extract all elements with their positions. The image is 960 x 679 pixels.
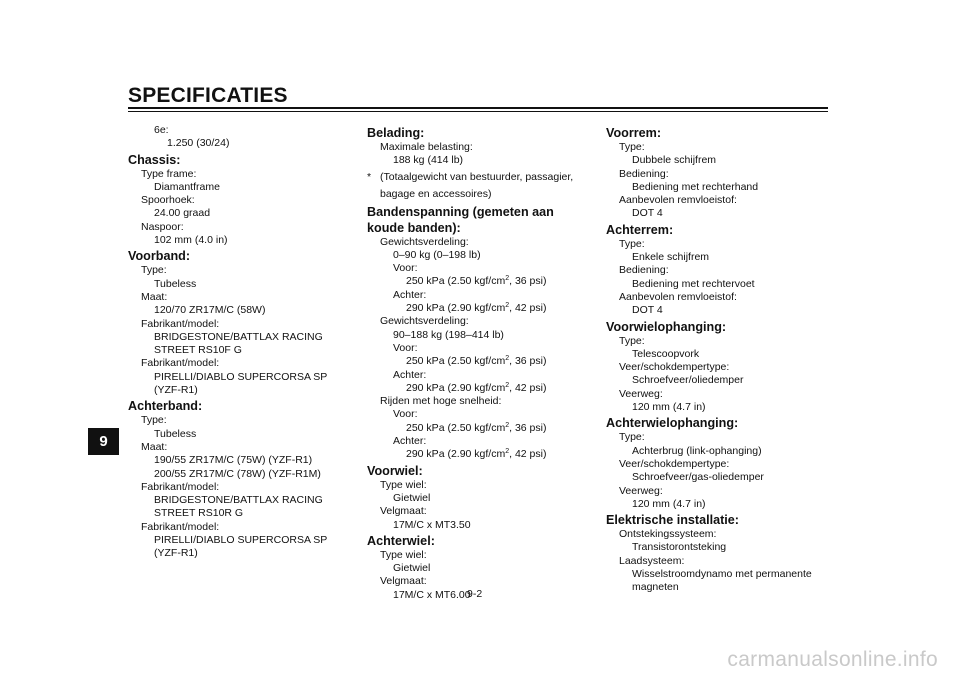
- note-asterisk: *: [367, 170, 372, 183]
- section-heading-front-suspension: Voorwielophanging:: [606, 319, 727, 334]
- page-title: SPECIFICATIES: [128, 84, 288, 107]
- pressure-value-rest: , 42 psi): [509, 381, 547, 394]
- spec-label: Aanbevolen remvloeistof:: [619, 194, 737, 207]
- spec-value: BRIDGESTONE/BATTLAX RACING: [154, 330, 323, 343]
- spec-value: DOT 4: [632, 207, 663, 220]
- spec-value: BRIDGESTONE/BATTLAX RACING: [154, 494, 323, 507]
- spec-label: Aanbevolen remvloeistof:: [619, 290, 737, 303]
- spec-value: Schroefveer/oliedemper: [632, 374, 744, 387]
- spec-value: Tubeless: [154, 277, 197, 290]
- pressure-value: [367, 382, 592, 395]
- spec-label: Type:: [619, 334, 645, 347]
- spec-value: 17M/C x MT6.00: [393, 588, 471, 601]
- spec-label: Velgmaat:: [380, 575, 427, 588]
- spec-label: Fabrikant/model:: [141, 317, 220, 330]
- spec-value: STREET RS10R G: [154, 507, 244, 520]
- pressure-value-main: 290 kPa (2.90 kgf/cm: [406, 381, 506, 394]
- spec-value: Wisselstroomdynamo met permanente: [632, 568, 812, 581]
- spec-label: Naspoor:: [141, 220, 184, 233]
- spec-label: Rijden met hoge snelheid:: [380, 395, 502, 408]
- pressure-value: [367, 275, 592, 288]
- pressure-value-main: 250 kPa (2.50 kgf/cm: [406, 275, 506, 288]
- spec-value: Dubbele schijfrem: [632, 154, 717, 167]
- pressure-value-main: 250 kPa (2.50 kgf/cm: [406, 355, 506, 368]
- pressure-value-rest: , 36 psi): [509, 421, 547, 434]
- pressure-value: [367, 422, 592, 435]
- header-rule-thin: [128, 111, 828, 112]
- spec-label: Fabrikant/model:: [141, 480, 220, 493]
- superscript: 2: [505, 421, 510, 429]
- section-heading-loading: Belading:: [367, 126, 425, 140]
- section-heading-rear-tire: Achterband:: [128, 399, 203, 414]
- spec-label: Gewichtsverdeling:: [380, 235, 469, 248]
- spec-label: Maat:: [141, 290, 168, 303]
- spec-label: 6e:: [154, 124, 169, 136]
- spec-label: Type wiel:: [380, 478, 427, 491]
- superscript: 2: [505, 275, 510, 283]
- spec-value: 120 mm (4.7 in): [632, 401, 706, 414]
- spec-label: Type:: [619, 431, 645, 444]
- spec-label: Type frame:: [141, 167, 197, 180]
- note-text: (Totaalgewicht van bestuurder, passagier, bagage en accessoires): [380, 170, 574, 200]
- spec-column-2: [367, 124, 592, 602]
- spec-value: Transistorontsteking: [632, 541, 727, 554]
- spec-value: STREET RS10F G: [154, 344, 242, 357]
- spec-label: Type:: [619, 141, 645, 153]
- spec-value: PIRELLI/DIABLO SUPERCORSA SP: [154, 370, 328, 383]
- spec-value: 102 mm (4.0 in): [154, 234, 228, 247]
- section-tab: 9: [88, 428, 119, 455]
- spec-value: (YZF-R1): [154, 384, 198, 397]
- spec-label: Bediening:: [619, 167, 669, 180]
- section-heading-front-brake: Voorrem:: [606, 126, 662, 140]
- spec-label: Achter:: [393, 435, 427, 448]
- spec-label: Type wiel:: [380, 548, 427, 561]
- spec-value: 1.250 (30/24): [167, 137, 230, 150]
- pressure-value-main: 290 kPa (2.90 kgf/cm: [406, 448, 506, 461]
- spec-value: 24.00 graad: [154, 207, 211, 220]
- spec-label: Ontstekingssysteem:: [619, 528, 717, 541]
- spec-label: Voor:: [393, 408, 418, 421]
- spec-value: magneten: [632, 581, 679, 594]
- pressure-value-rest: , 42 psi): [509, 448, 547, 461]
- spec-label: Voor:: [393, 341, 418, 354]
- spec-label: Type:: [141, 414, 167, 427]
- spec-label: Spoorhoek:: [141, 194, 195, 207]
- spec-column-1: [128, 124, 343, 561]
- pressure-value-main: 250 kPa (2.50 kgf/cm: [406, 421, 506, 434]
- spec-value: DOT 4: [632, 304, 663, 317]
- superscript: 2: [505, 302, 510, 310]
- section-heading-front-wheel: Voorwiel:: [367, 463, 423, 478]
- spec-value: Telescoopvork: [632, 347, 700, 360]
- spec-value: Schroefveer/gas-oliedemper: [632, 471, 764, 484]
- spec-column-3: [606, 124, 828, 595]
- section-heading-tire-pressure: Bandenspanning (gemeten aan koude banden):: [367, 204, 554, 235]
- superscript: 2: [505, 448, 510, 456]
- watermark: carmanualsonline.info: [727, 648, 938, 671]
- spec-label: Fabrikant/model:: [141, 520, 220, 533]
- spec-label: Bediening:: [619, 264, 669, 277]
- spec-value: 120/70 ZR17M/C (58W): [154, 304, 266, 317]
- page-number: 9-2: [467, 588, 483, 600]
- spec-value: 190/55 ZR17M/C (75W) (YZF-R1): [154, 454, 313, 467]
- spec-label: Type:: [619, 237, 645, 250]
- spec-label: Veer/schokdempertype:: [619, 457, 730, 470]
- section-heading-electrical: Elektrische installatie:: [606, 513, 739, 528]
- spec-label: Type:: [141, 264, 167, 277]
- spec-value: 0–90 kg (0–198 lb): [393, 248, 481, 261]
- spec-value: Diamantframe: [154, 180, 220, 193]
- spec-value: PIRELLI/DIABLO SUPERCORSA SP: [154, 534, 328, 547]
- spec-label: Laadsysteem:: [619, 554, 685, 567]
- spec-value: Gietwiel: [393, 491, 431, 504]
- spec-label: Achter:: [393, 288, 427, 301]
- spec-label: Fabrikant/model:: [141, 357, 220, 370]
- superscript: 2: [505, 381, 510, 389]
- spec-value: Enkele schijfrem: [632, 251, 710, 264]
- section-heading-chassis: Chassis:: [128, 152, 181, 167]
- spec-value: 188 kg (414 lb): [393, 154, 464, 167]
- loading-note: [367, 169, 592, 203]
- spec-value: Tubeless: [154, 427, 197, 440]
- superscript: 2: [505, 355, 510, 363]
- pressure-value-rest: , 42 psi): [509, 302, 547, 315]
- section-heading-front-tire: Voorband:: [128, 249, 191, 264]
- section-heading-rear-wheel: Achterwiel:: [367, 533, 435, 548]
- spec-value: Bediening met rechtervoet: [632, 277, 755, 290]
- spec-label: Veerweg:: [619, 484, 663, 497]
- header-rule-thick: [128, 107, 828, 109]
- pressure-value-rest: , 36 psi): [509, 355, 547, 368]
- section-heading-rear-brake: Achterrem:: [606, 222, 674, 237]
- spec-label: Voor:: [393, 262, 418, 275]
- spec-value: (YZF-R1): [154, 547, 198, 560]
- spec-label: Veerweg:: [619, 387, 663, 400]
- spec-label: Velgmaat:: [380, 505, 427, 518]
- spec-label: Veer/schokdempertype:: [619, 361, 730, 374]
- spec-label: Maat:: [141, 440, 168, 453]
- spec-value: Achterbrug (link-ophanging): [632, 444, 762, 457]
- spec-label: Maximale belasting:: [380, 141, 473, 153]
- spec-value: 120 mm (4.7 in): [632, 497, 706, 510]
- spec-label: Gewichtsverdeling:: [380, 315, 469, 328]
- spec-value: Bediening met rechterhand: [632, 180, 759, 193]
- pressure-value: [367, 302, 592, 315]
- spec-value: 90–188 kg (198–414 lb): [393, 328, 504, 341]
- pressure-value: [367, 355, 592, 368]
- pressure-value: [367, 448, 592, 461]
- spec-value: 200/55 ZR17M/C (78W) (YZF-R1M): [154, 467, 321, 480]
- spec-value: Gietwiel: [393, 562, 431, 575]
- pressure-value-main: 290 kPa (2.90 kgf/cm: [406, 302, 506, 315]
- spec-value: 17M/C x MT3.50: [393, 518, 471, 531]
- spec-label: Achter:: [393, 368, 427, 381]
- section-heading-rear-suspension: Achterwielophanging:: [606, 416, 739, 431]
- pressure-value-rest: , 36 psi): [509, 275, 547, 288]
